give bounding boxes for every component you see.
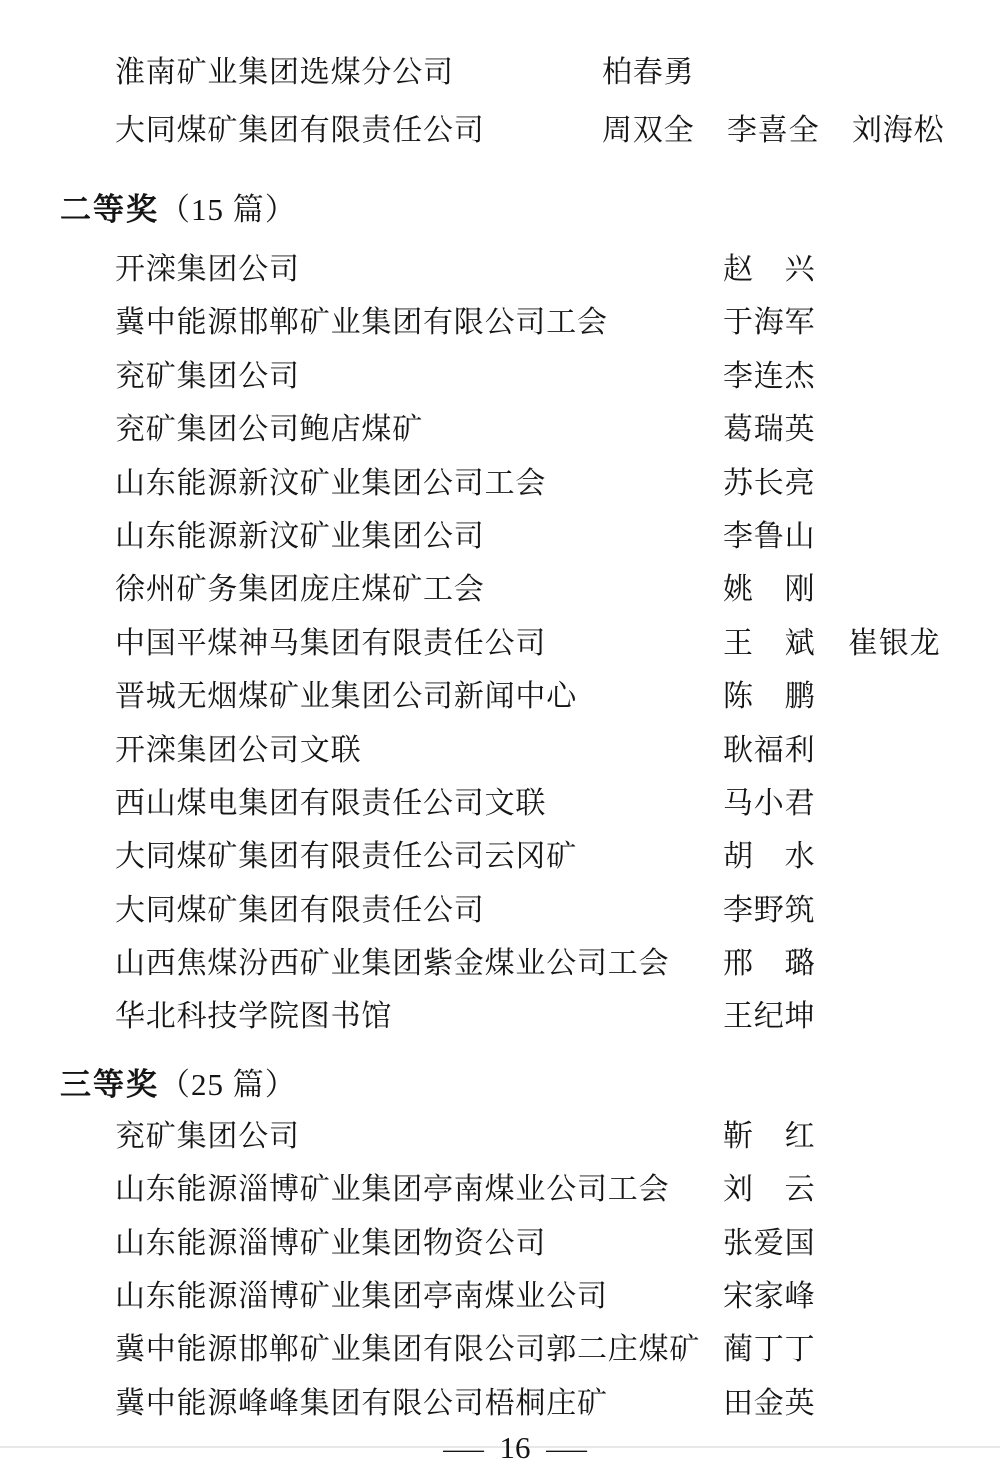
winner-name: 张爱国 bbox=[723, 1226, 816, 1260]
award-row bbox=[115, 948, 970, 980]
winner-name: 刘 云 bbox=[723, 1173, 816, 1207]
winner-names bbox=[723, 1228, 816, 1260]
winner-names bbox=[602, 57, 695, 89]
winner-names bbox=[723, 841, 816, 873]
winner-name: 王 斌 bbox=[723, 626, 816, 660]
page-footer bbox=[60, 1429, 970, 1465]
award-row bbox=[115, 521, 970, 553]
winner-name: 李鲁山 bbox=[723, 519, 816, 553]
award-row bbox=[115, 574, 970, 606]
organization-name: 徐州矿务集团庞庄煤矿工会 bbox=[115, 573, 485, 607]
winner-names bbox=[723, 788, 816, 820]
section-heading bbox=[60, 1068, 970, 1102]
award-row bbox=[115, 841, 970, 873]
winner-names bbox=[723, 1388, 816, 1420]
organization-name: 华北科技学院图书馆 bbox=[115, 1000, 393, 1034]
winner-name: 苏长亮 bbox=[723, 466, 816, 500]
winner-name: 刘海松 bbox=[852, 114, 945, 147]
winner-names bbox=[723, 254, 816, 286]
section-title: 三等奖 bbox=[60, 1066, 159, 1102]
winner-names bbox=[723, 574, 816, 606]
award-row bbox=[115, 735, 970, 767]
award-row bbox=[115, 115, 970, 147]
award-row bbox=[115, 307, 970, 339]
winner-name: 李野筑 bbox=[723, 893, 816, 927]
winner-name: 陈 鹏 bbox=[723, 680, 816, 714]
organization-name: 淮南矿业集团选煤分公司 bbox=[115, 56, 454, 89]
winner-names bbox=[723, 414, 816, 446]
award-section bbox=[60, 173, 970, 1033]
organization-name: 冀中能源峰峰集团有限公司梧桐庄矿 bbox=[115, 1386, 608, 1420]
organization-name: 冀中能源邯郸矿业集团有限公司工会 bbox=[115, 306, 608, 340]
winner-name: 柏春勇 bbox=[602, 56, 695, 89]
winner-name: 邢 璐 bbox=[723, 947, 816, 981]
winner-name: 崔银龙 bbox=[848, 626, 941, 660]
award-row bbox=[115, 895, 970, 927]
organization-name: 山东能源淄博矿业集团亭南煤业公司 bbox=[115, 1280, 608, 1314]
winner-name: 于海军 bbox=[723, 306, 816, 340]
winner-names bbox=[723, 948, 816, 980]
award-row bbox=[115, 254, 970, 286]
winner-name: 姚 刚 bbox=[723, 573, 816, 607]
organization-name: 开滦集团公司 bbox=[115, 253, 300, 286]
organization-name: 晋城无烟煤矿业集团公司新闻中心 bbox=[115, 680, 577, 714]
organization-name: 山东能源新汶矿业集团公司 bbox=[115, 519, 485, 553]
organization-name: 中国平煤神马集团有限责任公司 bbox=[115, 626, 547, 660]
organization-name: 大同煤矿集团有限责任公司云冈矿 bbox=[115, 840, 577, 874]
award-section bbox=[60, 1033, 970, 1419]
organization-name: 兖矿集团公司 bbox=[115, 1119, 300, 1153]
section-count: （25 篇） bbox=[159, 1066, 297, 1102]
winner-name: 李连杰 bbox=[723, 359, 816, 393]
winner-name: 王纪坤 bbox=[723, 1000, 816, 1034]
award-row bbox=[115, 628, 970, 660]
organization-name: 山东能源淄博矿业集团亭南煤业公司工会 bbox=[115, 1173, 670, 1207]
winner-names bbox=[723, 361, 816, 393]
award-section bbox=[60, 57, 970, 173]
winner-name: 葛瑞英 bbox=[723, 413, 816, 447]
award-row bbox=[115, 1121, 970, 1153]
organization-name: 大同煤矿集团有限责任公司 bbox=[115, 114, 485, 147]
winner-names bbox=[723, 895, 816, 927]
award-row bbox=[115, 361, 970, 393]
award-row bbox=[115, 1001, 970, 1033]
winner-name: 胡 水 bbox=[723, 840, 816, 874]
organization-name: 兖矿集团公司鲍店煤矿 bbox=[115, 413, 423, 447]
winner-name: 靳 红 bbox=[723, 1119, 816, 1153]
section-count: （15 篇） bbox=[159, 192, 297, 227]
organization-name: 冀中能源邯郸矿业集团有限公司郭二庄煤矿 bbox=[115, 1333, 701, 1367]
winner-name: 宋家峰 bbox=[723, 1280, 816, 1314]
award-row bbox=[115, 1334, 970, 1366]
winner-names bbox=[602, 115, 945, 147]
organization-name: 兖矿集团公司 bbox=[115, 359, 300, 393]
section-title: 二等奖 bbox=[60, 192, 159, 227]
organization-name: 山东能源淄博矿业集团物资公司 bbox=[115, 1226, 547, 1260]
winner-name: 李喜全 bbox=[727, 114, 820, 147]
footer-dash-left: — bbox=[443, 1432, 485, 1465]
award-row bbox=[115, 788, 970, 820]
winner-names bbox=[723, 628, 941, 660]
section-heading bbox=[60, 193, 970, 227]
organization-name: 山西焦煤汾西矿业集团紫金煤业公司工会 bbox=[115, 947, 670, 981]
winner-names bbox=[723, 735, 816, 767]
organization-name: 大同煤矿集团有限责任公司 bbox=[115, 893, 485, 927]
winner-names bbox=[723, 1334, 816, 1366]
winner-names bbox=[723, 521, 816, 553]
winner-name: 赵 兴 bbox=[723, 253, 816, 286]
winner-names bbox=[723, 1174, 816, 1206]
winner-names bbox=[723, 1281, 816, 1313]
award-row bbox=[115, 468, 970, 500]
winner-name: 蔺丁丁 bbox=[723, 1333, 816, 1367]
winner-name: 田金英 bbox=[723, 1386, 816, 1420]
organization-name: 开滦集团公司文联 bbox=[115, 733, 362, 767]
organization-name: 山东能源新汶矿业集团公司工会 bbox=[115, 466, 547, 500]
organization-name: 西山煤电集团有限责任公司文联 bbox=[115, 786, 547, 820]
winner-name: 耿福利 bbox=[723, 733, 816, 767]
winner-names bbox=[723, 1121, 816, 1153]
award-row bbox=[115, 414, 970, 446]
award-row bbox=[115, 681, 970, 713]
winner-names bbox=[723, 468, 816, 500]
winner-name: 周双全 bbox=[602, 114, 695, 147]
award-list bbox=[60, 57, 970, 1420]
page-number: 16 bbox=[499, 1429, 531, 1465]
award-row bbox=[115, 1228, 970, 1260]
winner-names bbox=[723, 307, 816, 339]
award-row bbox=[115, 1281, 970, 1313]
winner-name: 马小君 bbox=[723, 786, 816, 820]
award-row bbox=[115, 57, 970, 89]
footer-dash-right: — bbox=[545, 1432, 587, 1465]
award-row bbox=[115, 1388, 970, 1420]
award-row bbox=[115, 1174, 970, 1206]
winner-names bbox=[723, 681, 816, 713]
winner-names bbox=[723, 1001, 816, 1033]
